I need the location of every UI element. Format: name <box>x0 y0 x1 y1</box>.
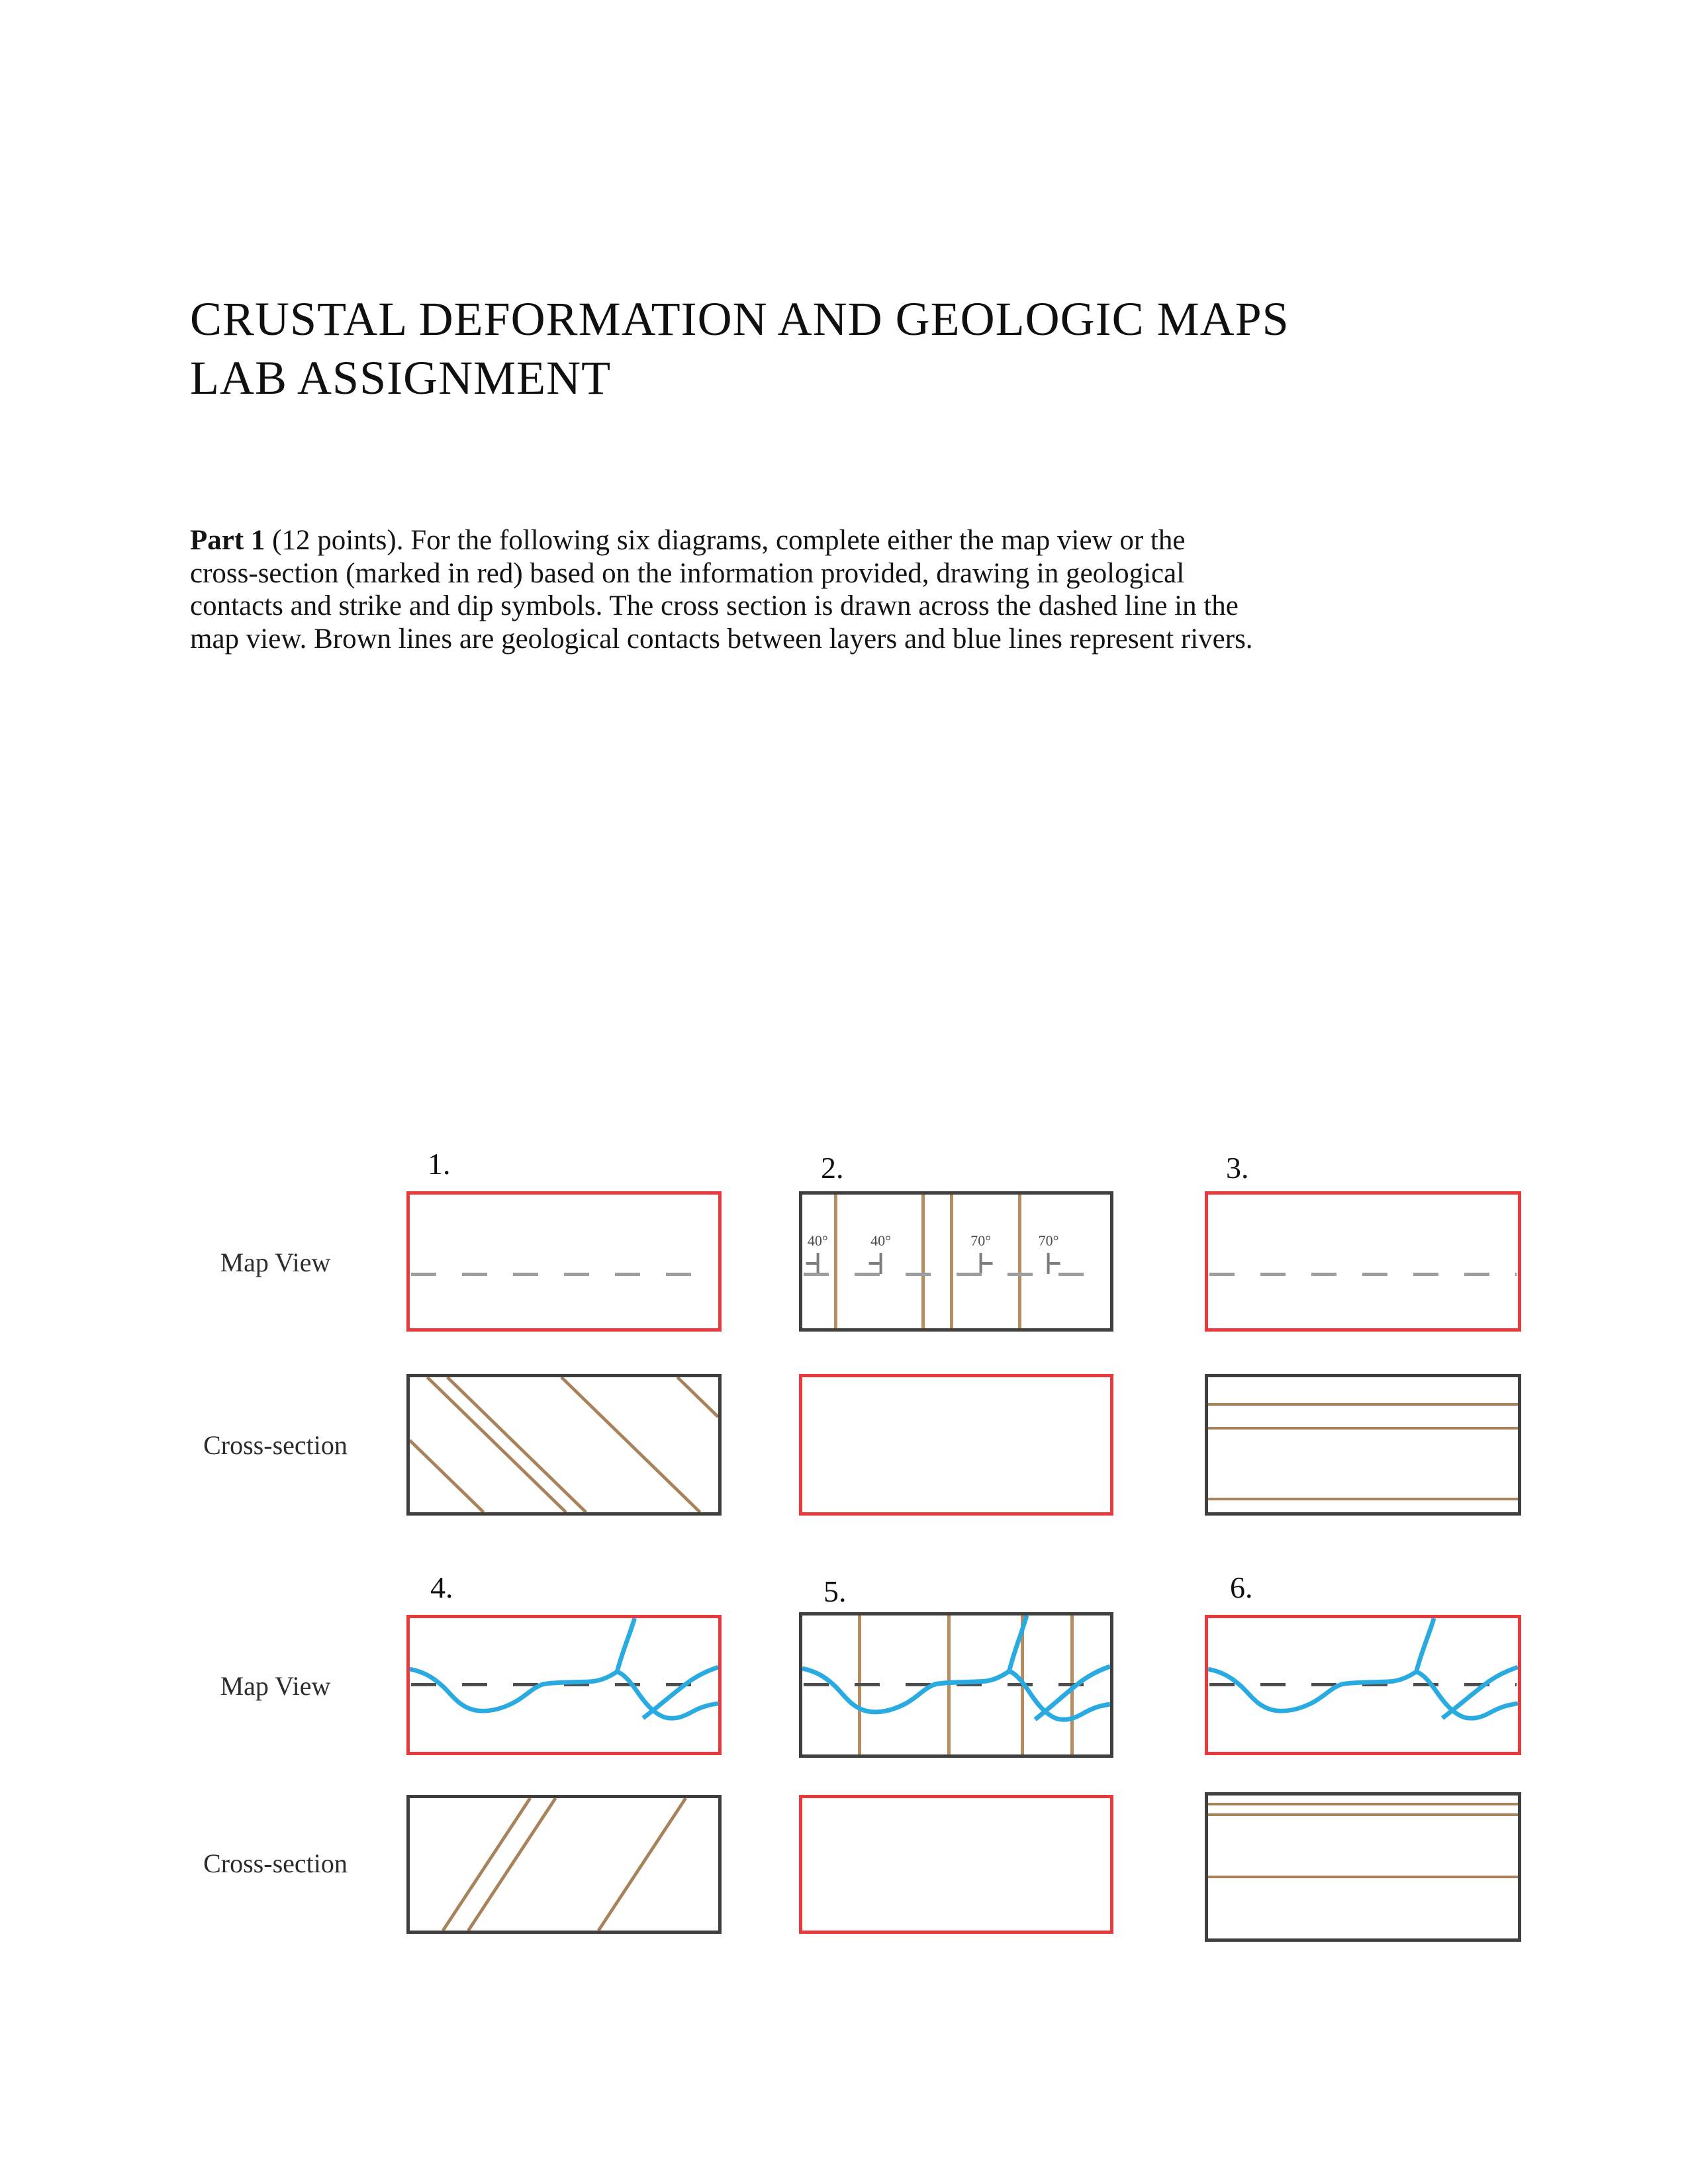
cross-section-2 <box>799 1374 1113 1516</box>
contact-line <box>1208 1813 1518 1816</box>
row2-map-view-label: Map View <box>220 1671 331 1701</box>
contact-line <box>1208 1403 1518 1406</box>
map-view-1 <box>406 1191 722 1332</box>
title-line-1: CRUSTAL DEFORMATION AND GEOLOGIC MAPS <box>190 293 1289 345</box>
river-drawing <box>410 1618 718 1752</box>
strike-dip-symbol-2 <box>870 1232 891 1274</box>
strike-dip-symbol-4 <box>1039 1232 1059 1274</box>
river-drawing <box>1208 1618 1518 1752</box>
river-tributary <box>1009 1615 1027 1671</box>
diagram-4-number: 4. <box>430 1570 453 1604</box>
page-title <box>190 290 1289 408</box>
cross-section-4 <box>406 1795 722 1934</box>
diagram-6-number: 6. <box>1230 1570 1253 1604</box>
diagram-2-number: 2. <box>821 1151 844 1185</box>
contact-line <box>598 1798 686 1931</box>
diagram-5-number: 5. <box>823 1574 847 1608</box>
contact-line <box>410 1440 484 1512</box>
river-drawing <box>802 1615 1110 1754</box>
intro-line-4: map view. Brown lines are geological contacts between layers and blue lines represent rivers. <box>190 623 1253 655</box>
river-branch <box>643 1667 718 1718</box>
title-line-2: LAB ASSIGNMENT <box>190 351 612 404</box>
dipping-beds-drawing <box>410 1798 718 1931</box>
contact-line <box>427 1377 566 1512</box>
contact-line <box>921 1195 925 1328</box>
intro-line-1-text: (12 points). For the following six diagrams, complete either the map view or the <box>265 525 1186 556</box>
cross-section-5 <box>799 1795 1113 1934</box>
cross-section-1 <box>406 1374 722 1516</box>
river-tributary <box>617 1618 634 1672</box>
strike-dip-symbol-1 <box>808 1232 828 1274</box>
section-line-2 <box>804 1273 1109 1276</box>
map-view-6 <box>1205 1615 1521 1755</box>
contact-line <box>561 1377 700 1512</box>
diagram-3-number: 3. <box>1226 1151 1249 1185</box>
dip-angle-label: 40° <box>807 1232 828 1249</box>
contact-line <box>1208 1427 1518 1430</box>
row1-cross-section-label: Cross-section <box>203 1430 348 1460</box>
contact-line <box>443 1798 530 1931</box>
contact-line <box>834 1195 837 1328</box>
section-line-3 <box>1209 1273 1517 1276</box>
intro-line-1 <box>190 524 1253 557</box>
strike-dip-symbol-3 <box>970 1232 991 1274</box>
contact-line <box>1018 1195 1021 1328</box>
strike-dip-icon <box>980 1253 982 1274</box>
river-branch <box>1442 1667 1518 1718</box>
intro-paragraph <box>190 524 1253 655</box>
map-view-4 <box>406 1615 722 1755</box>
dipping-beds-drawing <box>410 1377 718 1512</box>
dip-angle-label: 70° <box>1038 1232 1059 1249</box>
contact-line <box>447 1377 586 1512</box>
map-view-5 <box>799 1612 1113 1758</box>
strike-dip-icon <box>880 1253 882 1274</box>
river-branch <box>1035 1666 1110 1719</box>
contact-line <box>677 1377 718 1417</box>
intro-line-3: contacts and strike and dip symbols. The cross section is drawn across the dashed line in the <box>190 590 1239 621</box>
part-1-label: Part 1 <box>190 525 265 556</box>
dip-angle-label: 40° <box>870 1232 891 1249</box>
contact-line <box>1208 1498 1518 1500</box>
contact-line <box>1208 1876 1518 1878</box>
river-tributary <box>1417 1618 1434 1672</box>
cross-section-6 <box>1205 1792 1521 1942</box>
contact-line <box>950 1195 953 1328</box>
dip-angle-label: 70° <box>970 1232 992 1249</box>
row2-cross-section-label: Cross-section <box>203 1848 348 1878</box>
section-line-1 <box>411 1273 717 1276</box>
strike-dip-icon <box>1047 1253 1050 1274</box>
intro-line-2: cross-section (marked in red) based on the information provided, drawing in geological <box>190 557 1185 589</box>
row1-map-view-label: Map View <box>220 1248 331 1277</box>
cross-section-3 <box>1205 1374 1521 1516</box>
strike-dip-icon <box>816 1253 819 1274</box>
contact-line <box>468 1798 555 1931</box>
contact-line <box>1208 1803 1518 1805</box>
diagram-1-number: 1. <box>428 1147 451 1181</box>
map-view-3 <box>1205 1191 1521 1332</box>
map-view-2 <box>799 1191 1113 1332</box>
